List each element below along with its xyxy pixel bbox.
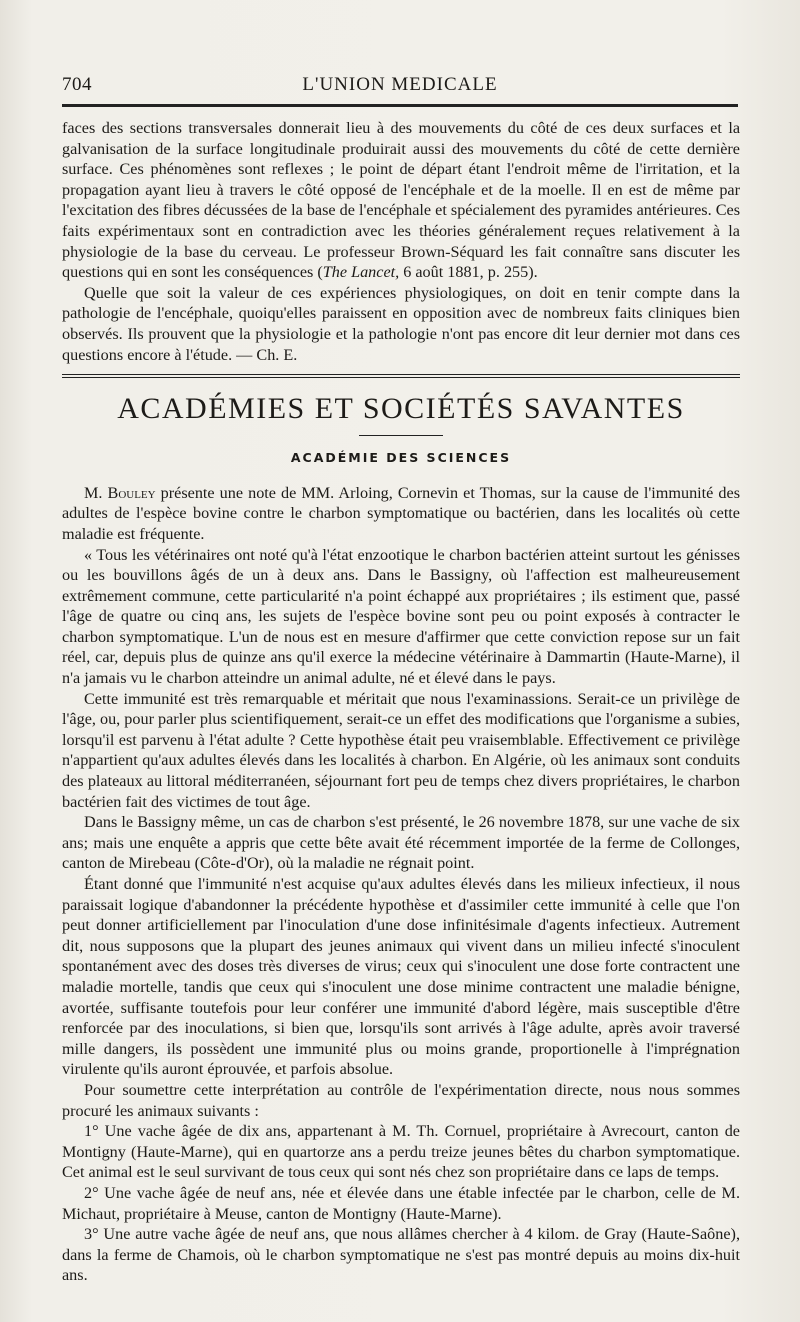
title-underline [359, 435, 443, 436]
section-title: ACADÉMIES ET SOCIÉTÉS SAVANTES [117, 392, 685, 426]
section-divider [62, 374, 740, 378]
body-paragraph [62, 483, 740, 545]
header-rule [62, 104, 738, 107]
intro-text-a: faces des sections transversales donnerait lieu à des mouvements du côté de ces deux surfaces et la galvanisation de la surface longitudinale produirait aussi des mouvements du côté de cette dernière surface. Ces phénomènes sont reflexes ; le point de départ étant l'endroit même de l'irritation, et la propagation ayant lieu à travers le côté opposé de l'encéphale et de la moelle. Il en est de même par l'excitation des fibres décussées de la base de l'encéphale et spécialement des pyramides antérieures. Ces faits expérimentaux sont en contradiction avec les théories généralement reçues relativement à la physiologie de la base du cerveau. Le professeur Brown-Séquard les fait connaître sans discuter les questions qui en sont les conséquences ( [62, 119, 740, 282]
article-content [62, 118, 740, 1286]
list-item: 1° Une vache âgée de dix ans, appartenant à M. Th. Cornuel, propriétaire à Avrecourt, canton de Montigny (Haute-Marne), qui en quartorze ans a perdu treize jeunes bêtes du charbon symptomatique. Cet animal est le seul survivant de tous ceux qui sont nés chez son propriétaire dans ce laps de temps. [62, 1122, 740, 1182]
page-header [62, 74, 738, 100]
intro-text-b: 6 août 1881, p. 255). [399, 263, 538, 282]
page-number: 704 [62, 74, 92, 95]
list-item: 2° Une vache âgée de neuf ans, née et élevée dans une étable infectée par le charbon, celle de M. Michaut, propriétaire à Meuse, canton de Montigny (Haute-Marne). [62, 1183, 740, 1223]
list-item: 3° Une autre vache âgée de neuf ans, que nous allâmes chercher à 4 kilom. de Gray (Haute-Saône), dans la ferme de Chamois, où le charbon symptomatique ne s'est pas montré depuis au moins dix-huit ans. [62, 1225, 740, 1285]
body-paragraph: Cette immunité est très remarquable et méritait que nous l'examinassions. Serait-ce un privilège de l'âge, ou, pour parler plus scientifiquement, serait-ce un effet des modifications que l'organisme a subies, lorsqu'il est parvenu à l'état adulte ? Cette hypothèse était peu vraisemblable. Effectivement ce privilège n'appartient qu'aux adultes élevés dans les localités à charbon. En Algérie, où les animaux sont conduits des plateaux au littoral méditerranéen, séjournant fort peu de temps chez divers propriétaires, le charbon bactérien fait des victimes de tout âge. [62, 689, 740, 811]
body-paragraph: Dans le Bassigny même, un cas de charbon s'est présenté, le 26 novembre 1878, sur une vache de six ans; mais une enquête a appris que cette bête avait été récemment importée de la ferme de Collonges, canton de Mirebeau (Côte-d'Or), où la maladie ne régnait point. [62, 813, 740, 873]
body-paragraph: Pour soumettre cette interprétation au contrôle de l'expérimentation directe, nous nous sommes procuré les animaux suivants : [62, 1080, 740, 1120]
intro-paragraph [62, 118, 740, 283]
citation-journal: The Lancet, [322, 263, 400, 282]
body-paragraph: « Tous les vétérinaires ont noté qu'à l'état enzootique le charbon bactérien atteint surtout les génisses ou les bouvillons âgés de un à deux ans. Dans le Bassigny, où l'affection est malheureusement extrêmement commune, cette particularité n'a point échappé aux propriétaires ; ils estiment que, passé l'âge de quatre ou cinq ans, les sujets de l'espèce bovine sont peu ou point exposés à contracter le charbon symptomatique. L'un de nous est en mesure d'affirmer que cette conviction repose sur un fait réel, car, depuis plus de quinze ans qu'il exerce la médecine vétérinaire à Dammartin (Haute-Marne), il n'a jamais vu le charbon atteindre un animal adulte, né et élevé dans le pays. [62, 545, 740, 688]
body-text: M. [84, 483, 108, 502]
body-paragraph: Étant donné que l'immunité n'est acquise qu'aux adultes élevés dans les milieux infectieux, il nous paraissait logique d'abandonner la précédente hypothèse et d'assimiler cette immunité à celle que l'on peut donner artificiellement par l'inoculation d'une dose infinitésimale d'agents infectieux. Autrement dit, nous supposons que la plupart des jeunes animaux qui vivent dans un milieu infecté s'inoculent spontanément avec des doses très diverses de virus; ceux qui s'inoculent une dose forte contractent une maladie mortelle, tandis que ceux qui s'inoculent une dose minime contractent une maladie bénigne, avortée, suffisante toutefois pour leur conférer une immunité d'abord légère, mais susceptible d'être renforcée par des inoculations, si bien que, lorsqu'ils sont arrivés à l'âge adulte, après avoir traversé mille dangers, ils possèdent une immunité plus ou moins grande, proportionelle à l'imprégnation virulente qu'ils auront éprouvée, et parfois absolue. [62, 875, 740, 1079]
intro-conclusion-paragraph: Quelle que soit la valeur de ces expériences physiologiques, on doit en tenir compte dans la pathologie de l'encéphale, quoiqu'elles paraissent en opposition avec de nombreux faits cliniques bien observés. Ils prouvent que la physiologie et la pathologie n'ont pas encore dit leur dernier mot dans ces questions encore à l'étude. — Ch. E. [62, 283, 740, 364]
running-title: L'UNION MEDICALE [302, 74, 498, 95]
body-text: présente une note de MM. Arloing, Cornevin et Thomas, sur la cause de l'immunité des adultes de l'espèce bovine contre le charbon symptomatique ou bactérien, dans les localités où cette maladie est fréquente. [62, 483, 740, 543]
subsection-title: ACADÉMIE DES SCIENCES [290, 450, 512, 466]
author-name: Bouley [107, 483, 156, 502]
